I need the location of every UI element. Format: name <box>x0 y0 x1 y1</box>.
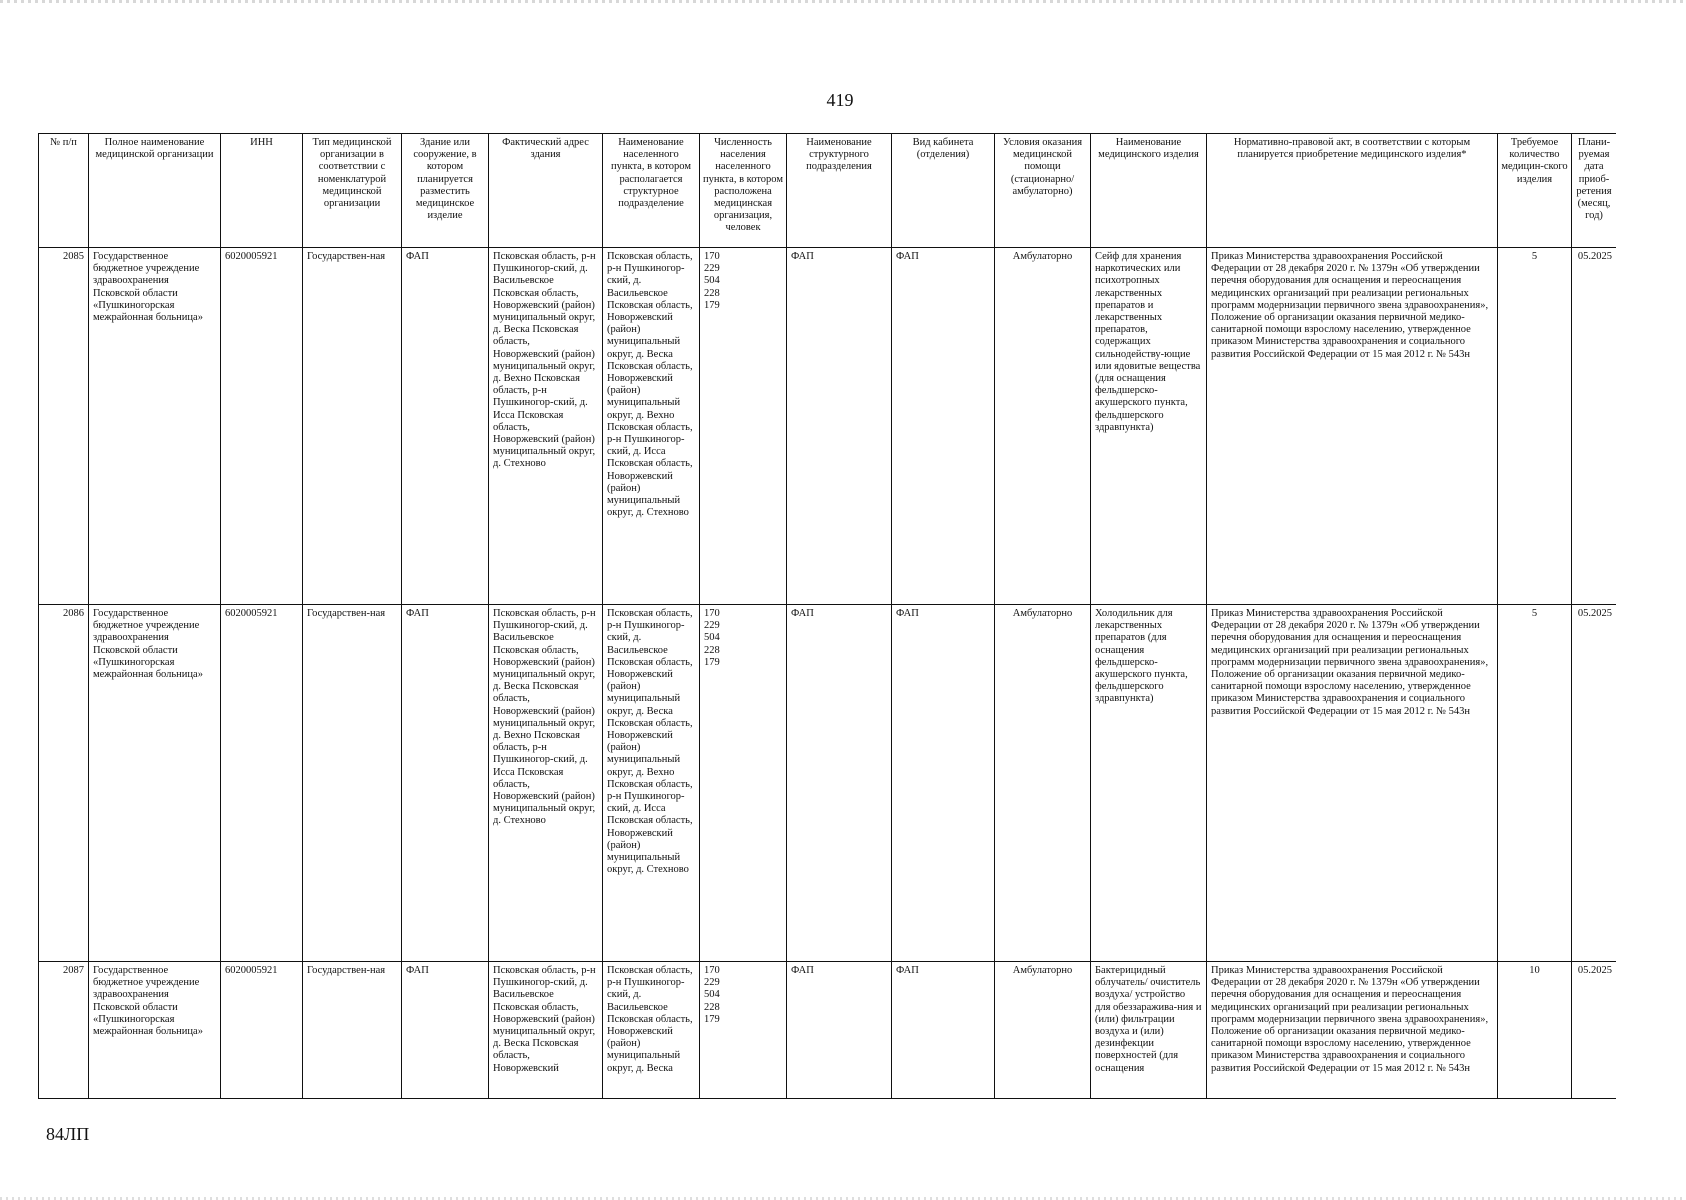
cell-population <box>700 248 787 605</box>
population-value: 228 <box>704 644 720 656</box>
cell-date: 05.2025 <box>1572 248 1617 605</box>
cell-act: Приказ Министерства здравоохранения Российской Федерации от 28 декабря 2020 г. № 1379н «Об утверждении перечня оборудования для оснащения и переоснащения медицинских организаций при реализации региональных программ модернизации первичного звена здравоохранения», Положение об организации оказания первичной медико-санитарной помощи взрослому населению, утвержденное приказом Министерства здравоохранения и социального развития Российской Федерации от 15 мая 2012 г. № 543н <box>1207 962 1498 1099</box>
cell-type: Государствен-ная <box>303 248 402 605</box>
cell-num: 2085 <box>39 248 89 605</box>
population-value: 170 <box>704 965 720 976</box>
table-row <box>39 605 1617 962</box>
cell-settlement: Псковская область, р-н Пушкиногор-ский, д. Васильевское Псковская область, Новоржевский (район) муниципальный округ, д. Веска <box>603 962 700 1099</box>
scan-edge-top <box>0 0 1686 3</box>
population-value: 504 <box>704 989 720 1001</box>
cell-building: ФАП <box>402 248 489 605</box>
cell-inn: 6020005921 <box>221 962 303 1099</box>
equipment-table-wrapper <box>38 133 1616 1111</box>
cell-cabinet: ФАП <box>892 605 995 962</box>
cell-act: Приказ Министерства здравоохранения Российской Федерации от 28 декабря 2020 г. № 1379н «Об утверждении перечня оборудования для оснащения и переоснащения медицинских организаций при реализации региональных программ модернизации первичного звена здравоохранения», Положение об организации оказания первичной медико-санитарной помощи взрослому населению, утвержденное приказом Министерства здравоохранения и социального развития Российской Федерации от 15 мая 2012 г. № 543н <box>1207 248 1498 605</box>
header-cell-population: Численность населения населенного пункта, в котором расположена медицинская организация, человек <box>700 134 787 248</box>
cell-address: Псковская область, р-н Пушкиногор-ский, д. Васильевское Псковская область, Новоржевский (район) муниципальный округ, д. Веска Псковская область, Новоржевский (район) муниципальный округ, д. Вехно Псковская область, р-н Пушкиногор-ский, д. Исса Псковская область, Новоржевский (район) муниципальный округ, д. Стехново <box>489 248 603 605</box>
cell-building: ФАП <box>402 605 489 962</box>
header-cell-date: Плани-руемая дата приоб-ретения (месяц, год) <box>1572 134 1617 248</box>
population-value: 179 <box>704 1013 720 1025</box>
population-value: 179 <box>704 299 720 311</box>
population-value: 228 <box>704 287 720 299</box>
header-cell-address: Фактический адрес здания <box>489 134 603 248</box>
cell-population <box>700 962 787 1099</box>
population-value: 504 <box>704 275 720 287</box>
cell-org: Государственное бюджетное учреждение здравоохранения Псковской области «Пушкиногорская межрайонная больница» <box>89 962 221 1099</box>
cell-conditions: Амбулаторно <box>995 962 1091 1099</box>
header-cell-inn: ИНН <box>221 134 303 248</box>
document-code: 84ЛП <box>46 1124 90 1144</box>
cell-subdivision: ФАП <box>787 248 892 605</box>
cell-type: Государствен-ная <box>303 605 402 962</box>
cell-act: Приказ Министерства здравоохранения Российской Федерации от 28 декабря 2020 г. № 1379н «Об утверждении перечня оборудования для оснащения и переоснащения медицинских организаций при реализации региональных программ модернизации первичного звена здравоохранения», Положение об организации оказания первичной медико-санитарной помощи взрослому населению, утвержденное приказом Министерства здравоохранения и социального развития Российской Федерации от 15 мая 2012 г. № 543н <box>1207 605 1498 962</box>
cell-org: Государственное бюджетное учреждение здравоохранения Псковской области «Пушкиногорская межрайонная больница» <box>89 248 221 605</box>
cell-date: 05.2025 <box>1572 962 1617 1099</box>
population-value: 504 <box>704 632 720 644</box>
population-value: 229 <box>704 620 720 632</box>
cell-type: Государствен-ная <box>303 962 402 1099</box>
page-number: 419 <box>826 90 854 110</box>
cell-population <box>700 605 787 962</box>
cell-num: 2086 <box>39 605 89 962</box>
header-cell-settlement: Наименование населенного пункта, в котором располагается структурное подразделение <box>603 134 700 248</box>
cell-conditions: Амбулаторно <box>995 605 1091 962</box>
header-cell-device: Наименование медицинского изделия <box>1091 134 1207 248</box>
cell-conditions: Амбулаторно <box>995 248 1091 605</box>
population-value: 229 <box>704 977 720 989</box>
header-cell-qty: Требуемое количество медицин-ского изделия <box>1498 134 1572 248</box>
header-cell-building: Здание или сооружение, в котором планируется разместить медицинское изделие <box>402 134 489 248</box>
header-row <box>39 134 1617 248</box>
cell-address: Псковская область, р-н Пушкиногор-ский, д. Васильевское Псковская область, Новоржевский (район) муниципальный округ, д. Веска Псковская область, Новоржевский (район) муниципальный округ, д. Вехно Псковская область, р-н Пушкиногор-ский, д. Исса Псковская область, Новоржевский (район) муниципальный округ, д. Стехново <box>489 605 603 962</box>
cell-qty: 5 <box>1498 248 1572 605</box>
population-value: 170 <box>704 251 720 262</box>
equipment-table <box>38 133 1616 1099</box>
cell-settlement: Псковская область, р-н Пушкиногор-ский, д. Васильевское Псковская область, Новоржевский (район) муниципальный округ, д. Веска Псковская область, Новоржевский (район) муниципальный округ, д. Вехно Псковская область, р-н Пушкиногор-ский, д. Исса Псковская область, Новоржевский (район) муниципальный округ, д. Стехново <box>603 605 700 962</box>
header-cell-subdivision: Наименование структурного подразделения <box>787 134 892 248</box>
header-cell-type: Тип медицинской организации в соответствии с номенклатурой медицинской организации <box>303 134 402 248</box>
header-cell-conditions: Условия оказания медицинской помощи (стационарно/ амбулаторно) <box>995 134 1091 248</box>
cell-cabinet: ФАП <box>892 962 995 1099</box>
cell-building: ФАП <box>402 962 489 1099</box>
cell-device: Холодильник для лекарственных препаратов (для оснащения фельдшерско-акушерского пункта, фельдшерского здравпункта) <box>1091 605 1207 962</box>
header-cell-org: Полное наименование медицинской организации <box>89 134 221 248</box>
population-value: 229 <box>704 263 720 275</box>
population-value: 170 <box>704 608 720 619</box>
cell-address: Псковская область, р-н Пушкиногор-ский, д. Васильевское Псковская область, Новоржевский (район) муниципальный округ, д. Веска Псковская область, Новоржевский <box>489 962 603 1099</box>
cell-qty: 5 <box>1498 605 1572 962</box>
population-value: 179 <box>704 656 720 668</box>
table-row <box>39 962 1617 1099</box>
cell-device: Бактерицидный облучатель/ очиститель воздуха/ устройство для обеззаражива-ния и (или) фильтрации воздуха и (или) дезинфекции поверхностей (для оснащения <box>1091 962 1207 1099</box>
cell-settlement: Псковская область, р-н Пушкиногор-ский, д. Васильевское Псковская область, Новоржевский (район) муниципальный округ, д. Веска Псковская область, Новоржевский (район) муниципальный округ, д. Вехно Псковская область, р-н Пушкиногор-ский, д. Исса Псковская область, Новоржевский (район) муниципальный округ, д. Стехново <box>603 248 700 605</box>
cell-inn: 6020005921 <box>221 248 303 605</box>
cell-org: Государственное бюджетное учреждение здравоохранения Псковской области «Пушкиногорская межрайонная больница» <box>89 605 221 962</box>
cell-qty: 10 <box>1498 962 1572 1099</box>
cell-inn: 6020005921 <box>221 605 303 962</box>
header-cell-num: № п/п <box>39 134 89 248</box>
cell-date: 05.2025 <box>1572 605 1617 962</box>
cell-subdivision: ФАП <box>787 605 892 962</box>
cell-subdivision: ФАП <box>787 962 892 1099</box>
header-cell-cabinet: Вид кабинета (отделения) <box>892 134 995 248</box>
table-row <box>39 248 1617 605</box>
cell-cabinet: ФАП <box>892 248 995 605</box>
cell-num: 2087 <box>39 962 89 1099</box>
population-value: 228 <box>704 1001 720 1013</box>
cell-device: Сейф для хранения наркотических или психотропных лекарственных препаратов и лекарственных препаратов, содержащих сильнодейству-ющие или ядовитые вещества (для оснащения фельдшерско-акушерского пункта, фельдшерского здравпункта) <box>1091 248 1207 605</box>
header-cell-act: Нормативно-правовой акт, в соответствии с которым планируется приобретение медицинского изделия* <box>1207 134 1498 248</box>
